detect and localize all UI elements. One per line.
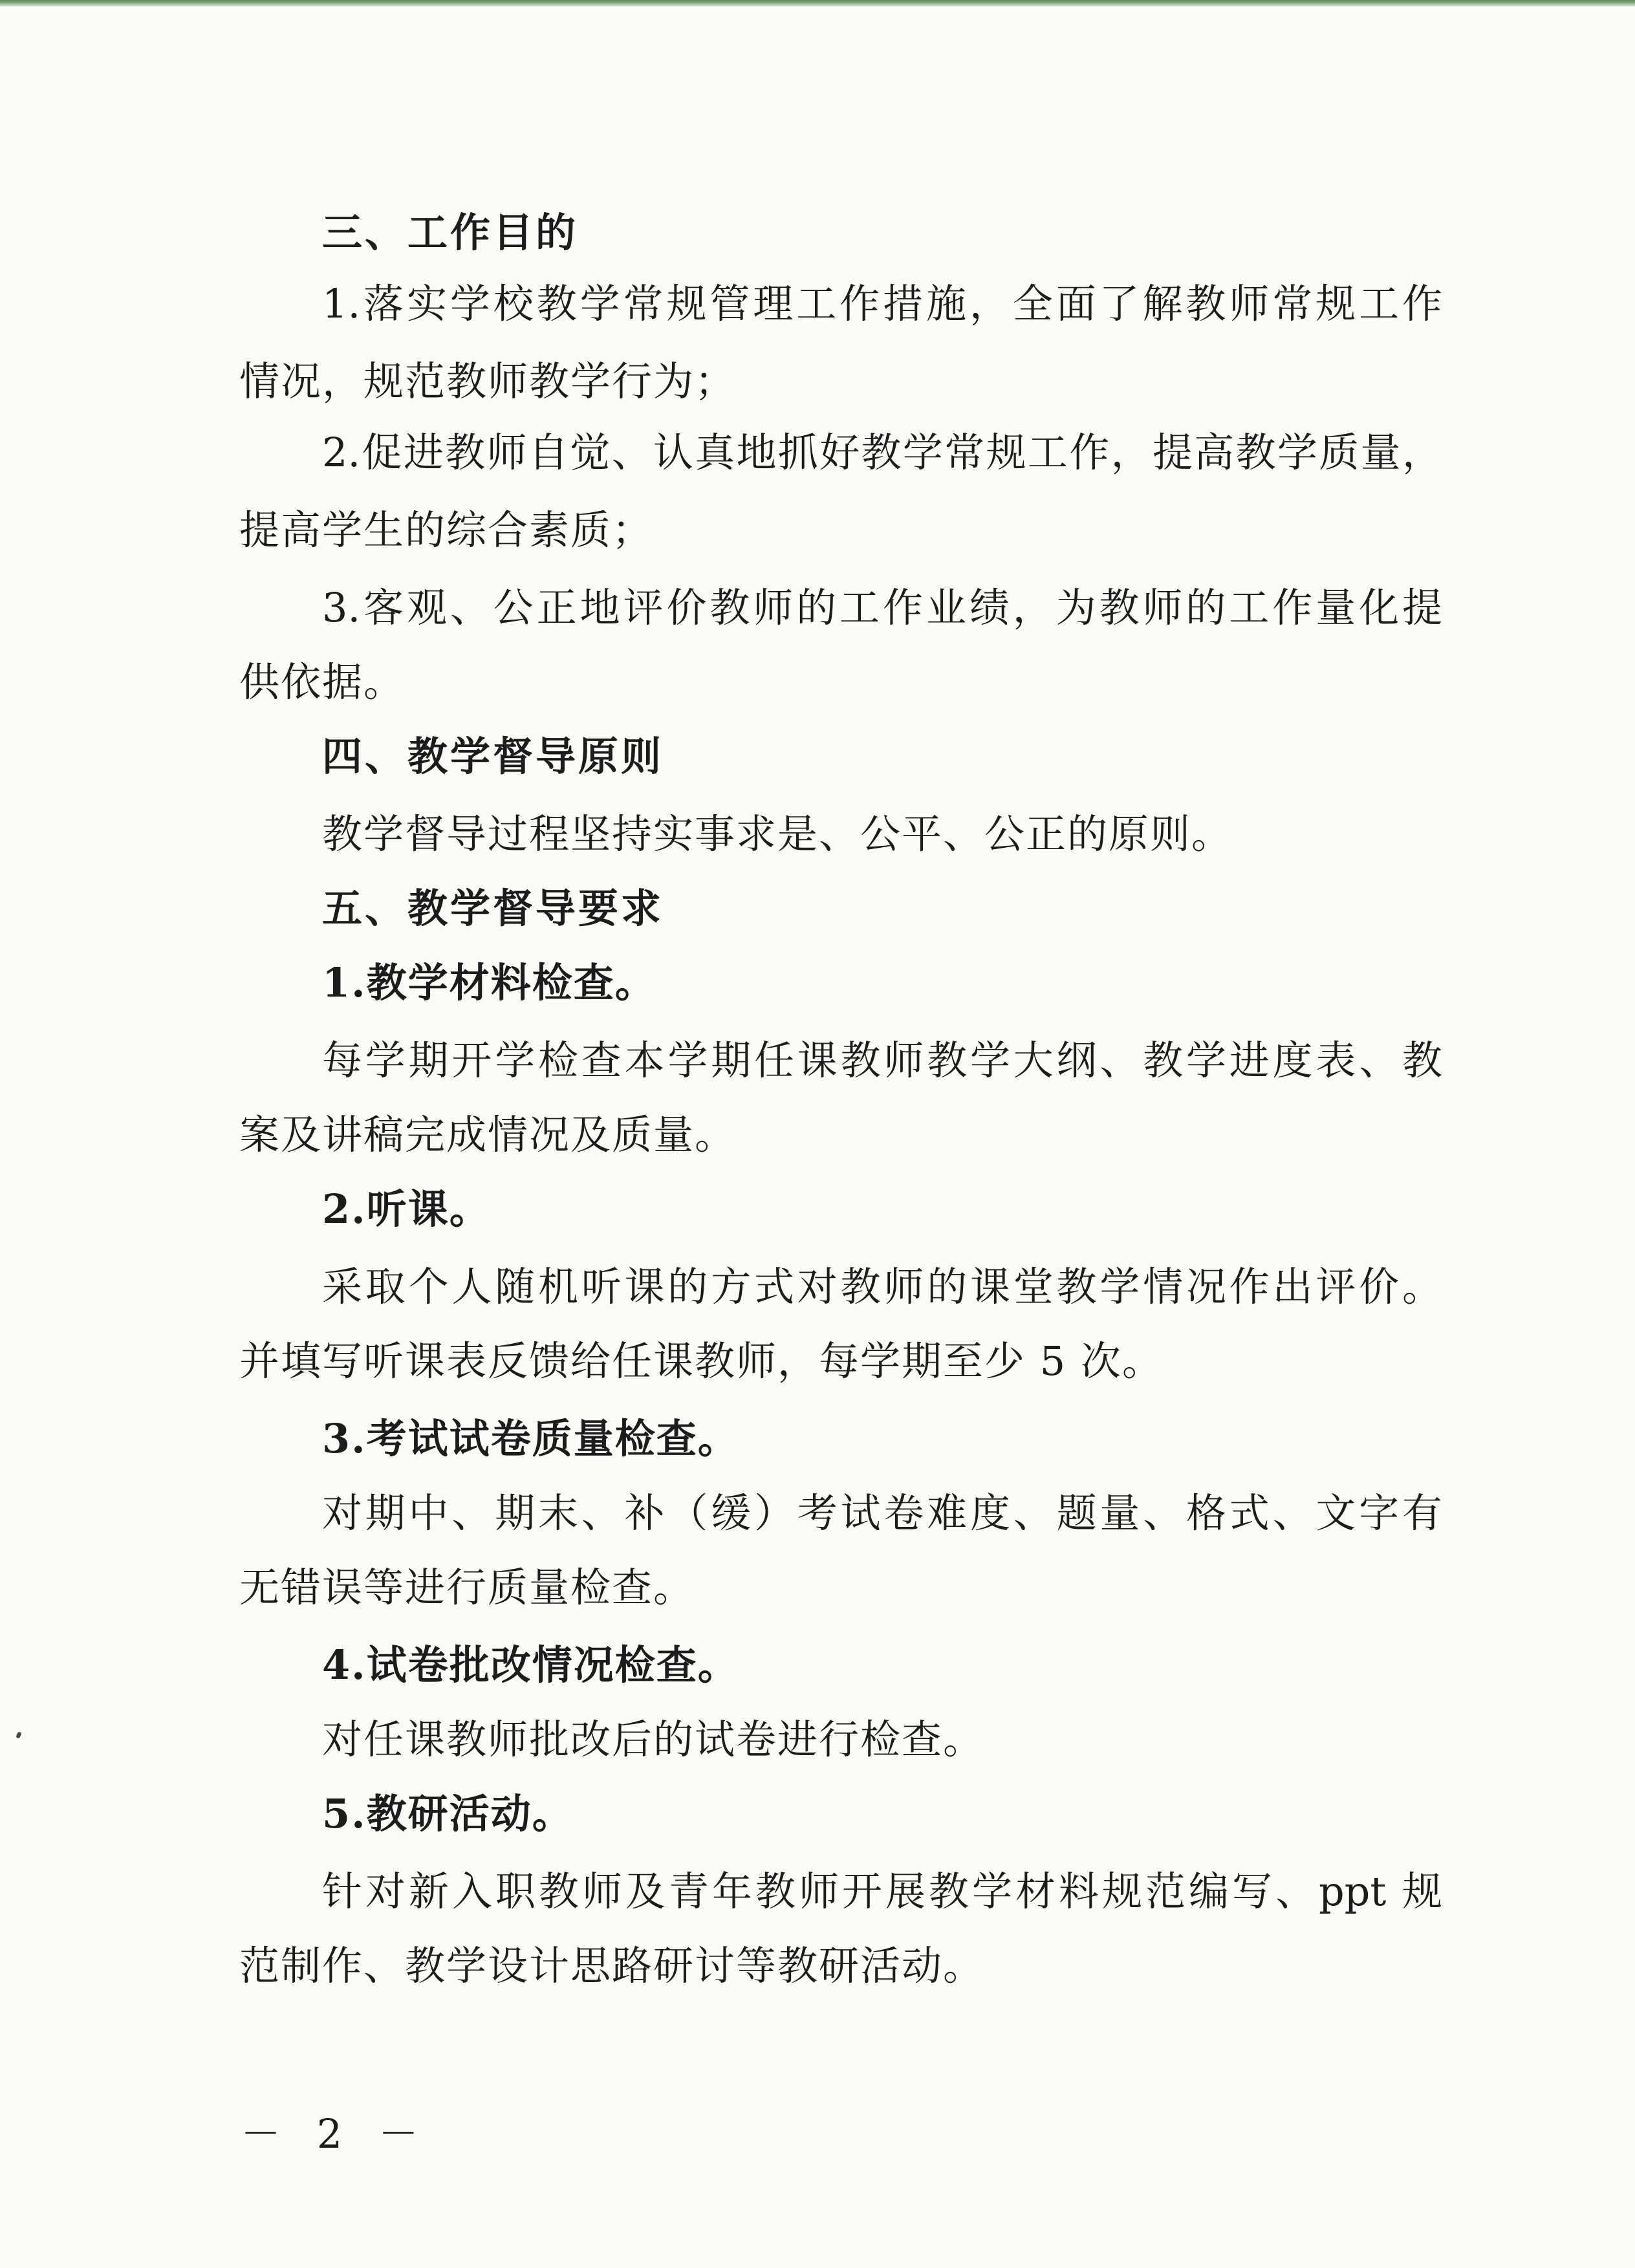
section-5-sub-2-line-2: 并填写听课表反馈给任课教师，每学期至少 5 次。 (239, 1337, 1164, 1385)
section-5-sub-1-line-1: 每学期开学检查本学期任课教师教学大纲、教学进度表、教 (322, 1037, 1442, 1084)
section-3-item-2-line-1: 2.促进教师自觉、认真地抓好教学常规工作，提高教学质量， (322, 429, 1442, 476)
section-5-sub-3-line-1: 对期中、期末、补（缓）考试卷难度、题量、格式、文字有 (322, 1489, 1442, 1537)
scan-top-border (0, 0, 1635, 6)
section-5-sub-3-line-2: 无错误等进行质量检查。 (239, 1564, 695, 1611)
section-5-sub-4-title: 4.试卷批改情况检查。 (322, 1641, 739, 1689)
section-3-item-3-line-1: 3.客观、公正地评价教师的工作业绩，为教师的工作量化提 (322, 584, 1442, 631)
section-3-item-1-line-1: 1.落实学校教学常规管理工作措施，全面了解教师常规工作 (322, 280, 1442, 327)
page-number: － 2 － (241, 2110, 430, 2157)
section-3-item-2-line-2: 提高学生的综合素质； (239, 506, 654, 554)
section-5-sub-3-title: 3.考试试卷质量检查。 (322, 1415, 739, 1462)
section-5-sub-4-line-1: 对任课教师批改后的试卷进行检查。 (322, 1716, 985, 1763)
section-5-heading: 五、教学督导要求 (322, 885, 664, 932)
section-4-text: 教学督导过程坚持实事求是、公平、公正的原则。 (322, 810, 1233, 858)
section-5-sub-5-line-1: 针对新入职教师及青年教师开展教学材料规范编写、ppt 规 (322, 1868, 1442, 1915)
section-4-heading: 四、教学督导原则 (322, 733, 664, 780)
section-3-item-1-line-2: 情况，规范教师教学行为； (239, 358, 737, 405)
scan-speck (16, 1731, 22, 1739)
section-5-sub-5-line-2: 范制作、教学设计思路研讨等教研活动。 (239, 1942, 985, 1989)
section-3-heading: 三、工作目的 (322, 209, 579, 256)
section-5-sub-1-line-2: 案及讲稿完成情况及质量。 (239, 1111, 737, 1158)
section-5-sub-1-title: 1.教学材料检查。 (322, 959, 656, 1006)
section-5-sub-5-title: 5.教研活动。 (322, 1790, 574, 1837)
section-5-sub-2-line-1: 采取个人随机听课的方式对教师的课堂教学情况作出评价。 (322, 1263, 1442, 1310)
section-3-item-3-line-2: 供依据。 (239, 658, 406, 706)
section-5-sub-2-title: 2.听课。 (322, 1185, 491, 1233)
